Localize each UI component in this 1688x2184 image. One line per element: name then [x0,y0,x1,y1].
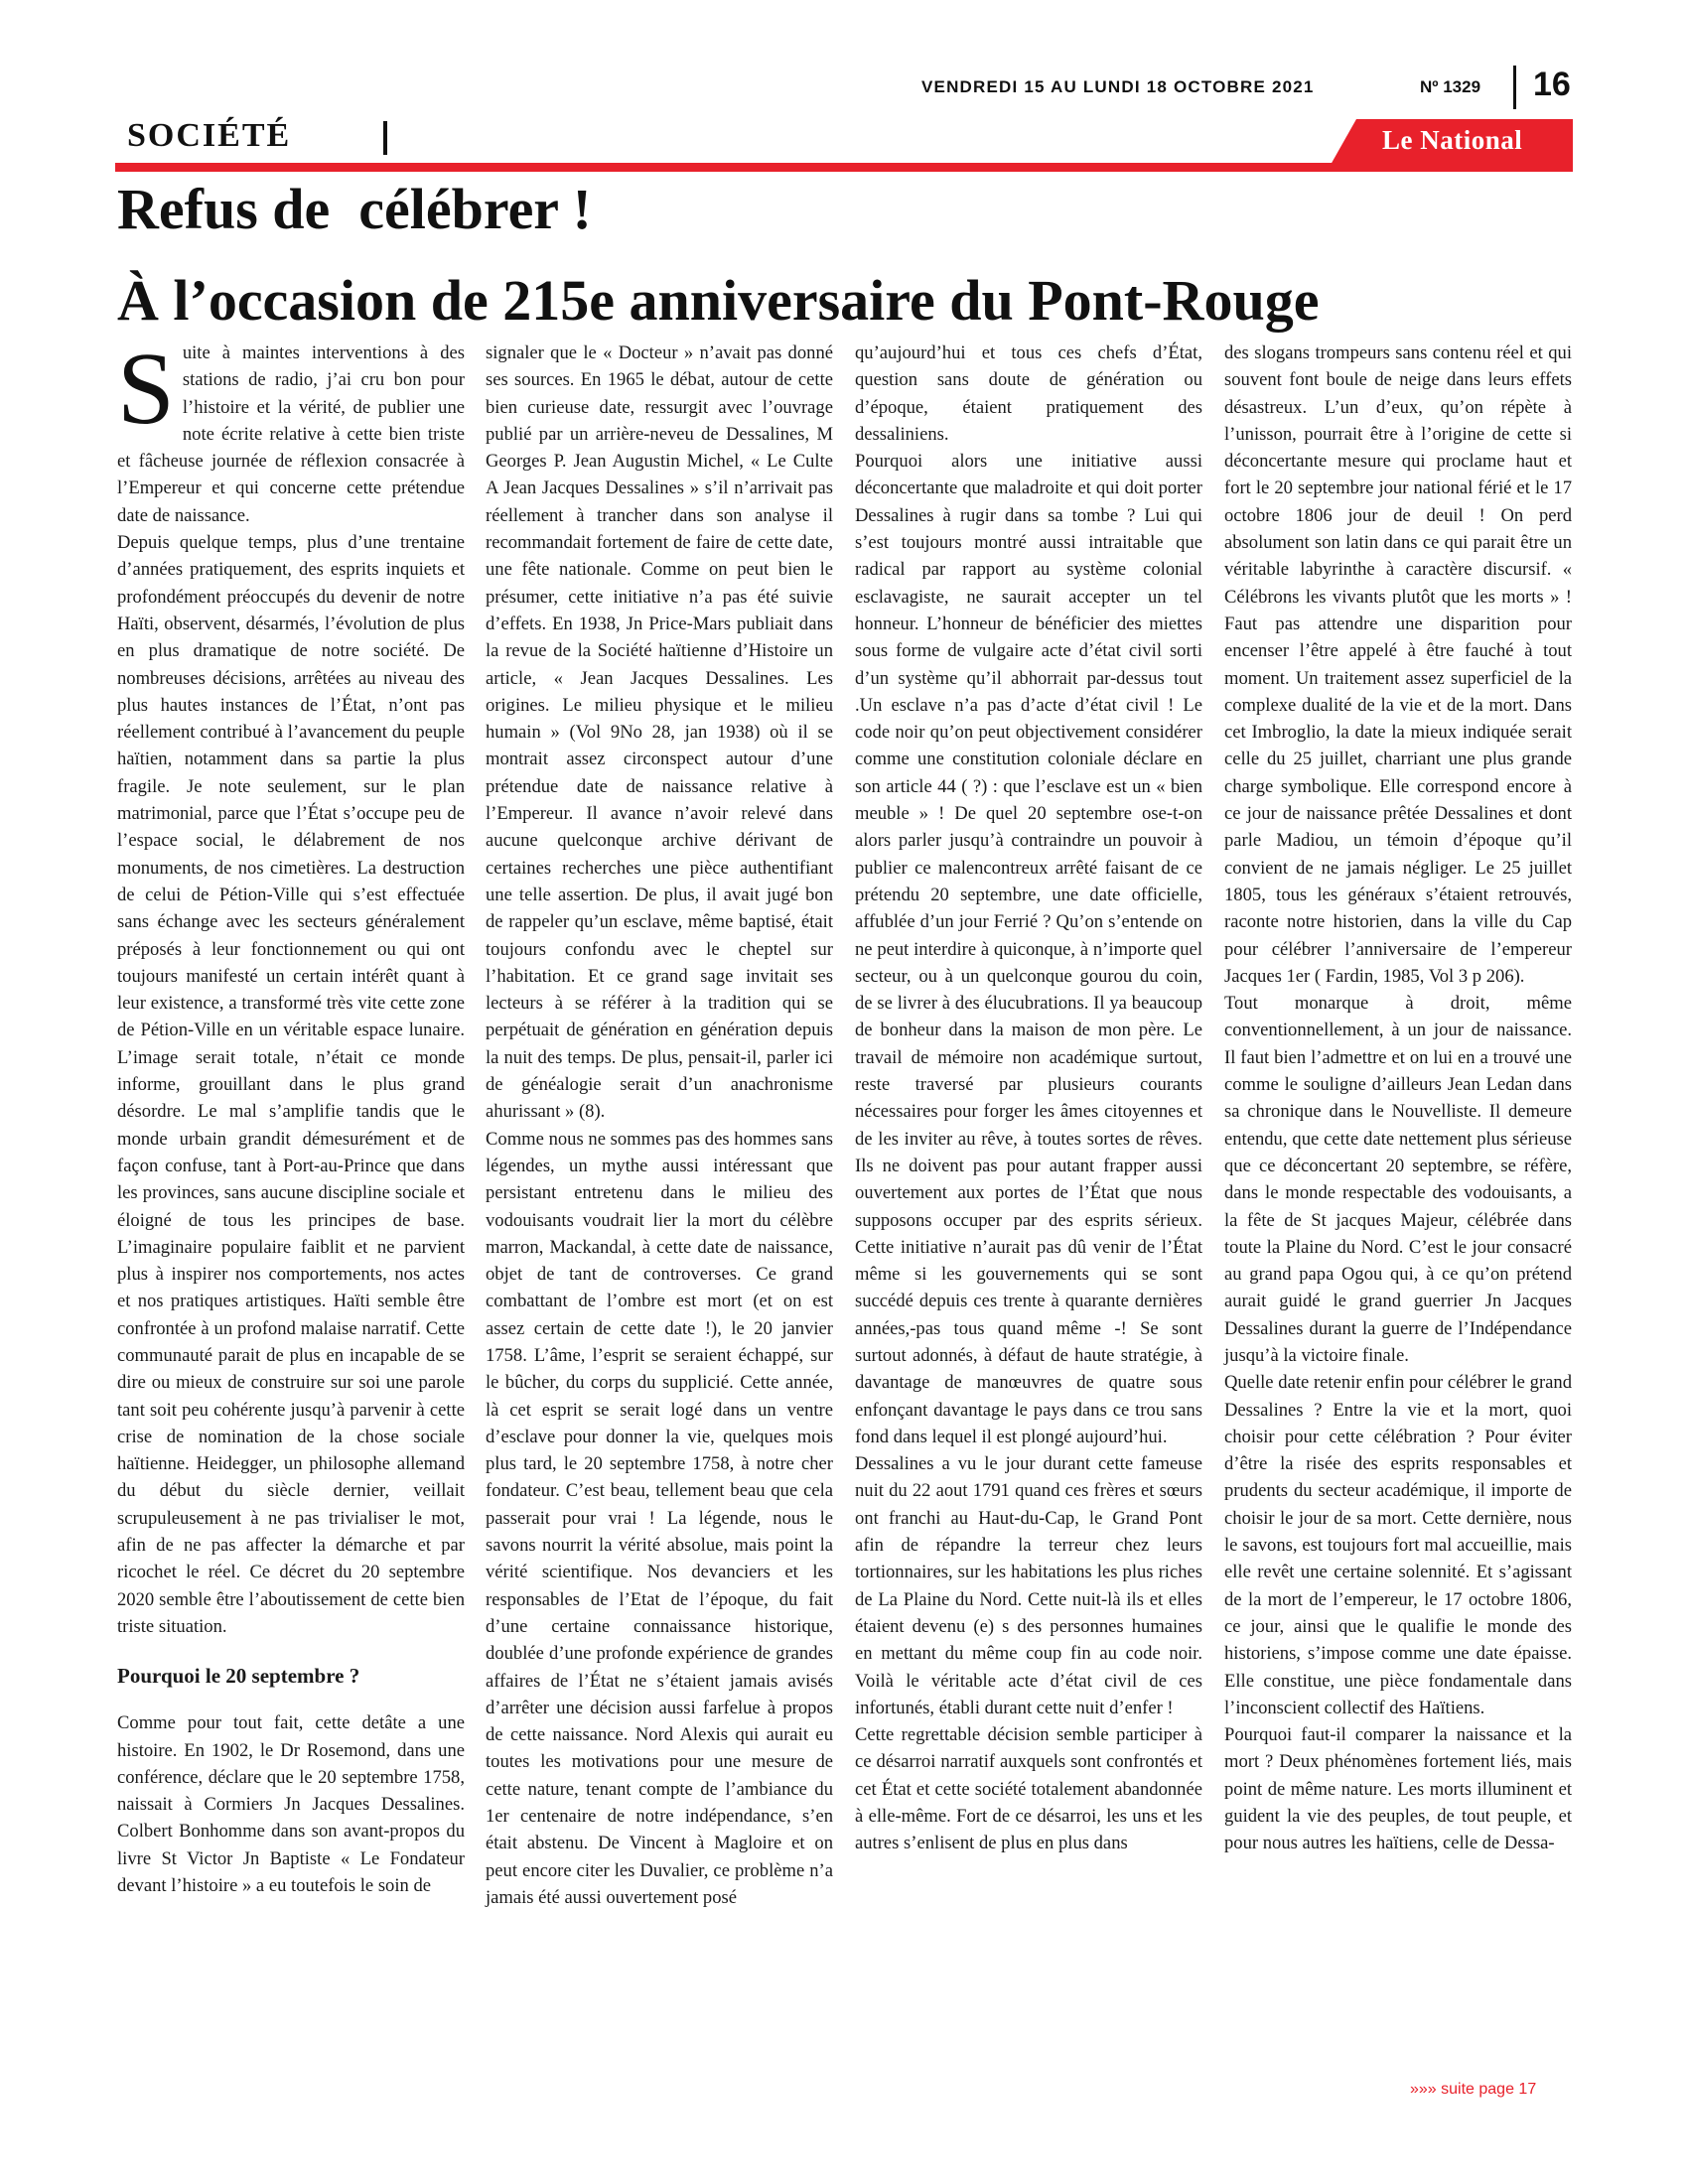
paragraph: Comme nous ne sommes pas des hommes sans légendes, un mythe aussi intéressant que persistant entretenu dans le milieu des vodouisants voudrait lier la mort du célèbre marron, Mackandal, à cette date de naissance, objet de tant de controverses. Ce grand combattant de l’ombre est mort (et on est assez certain de cette date !), le 20 janvier 1758. L’âme, l’esprit se seraient échappé, sur le bûcher, du corps du supplicié. Cette année, là cet esprit se serait logé dans un ventre d’esclave pour donner la vie, quelques mois plus tard, le 20 septembre 1758, à notre cher fondateur. C’est beau, tellement beau que cela passerait pour vrai ! La légende, nous le savons nourrit la vérité absolue, mais point la vérité scientifique. Nos devanciers et les responsables de l’Etat de l’époque, du fait d’une certaine connaissance historique, doublée d’une profonde expérience de grandes affaires de l’État ne s’étaient jamais avisés d’arrêter une décision aussi farfelue à propos de cette naissance. Nord Alexis qui aurait eu toutes les motivations pour une mesure de cette nature, tenant compte de l’ambiance du 1er centenaire de notre indépendance, s’en était abstenu. De Vincent à Magloire et on peut encore citer les Duvalier, ce problème n’a jamais été aussi ouvertement posé [486,1128,833,1908]
section-subheading: Pourquoi le 20 septembre ? [117,1664,360,1689]
section-label: SOCIÉTÉ [127,117,292,154]
article-column-2 [486,340,833,1911]
paragraph: Comme pour tout fait, cette detâte a une histoire. En 1902, le Dr Rosemond, dans une conférence, déclare que le 20 septembre 1758, naissait à Cormiers Jn Jacques Dessalines. Colbert Bonhomme dans son avant-propos du livre St Victor Jn Baptiste « Le Fondateur devant l’histoire » a eu toutefois le soin de [117,1712,465,1897]
paragraph: uite à maintes interventions à des stations de radio, j’ai cru bon pour l’histoire et la vérité, de publier une note écrite relative à cette bien triste et fâcheuse journée de réflexion consacrée à l’Empereur et qui concerne cette prétendue date de naissance. [117,342,465,526]
paragraph: Quelle date retenir enfin pour célébrer le grand Dessalines ? Entre la vie et la mort, quoi choisir pour cette célébration ? Pour éviter d’être la risée des esprits responsables et prudents du secteur académique, il importe de choisir le jour de sa mort. Cette dernière, nous le savons, est toujours fort mal accueillie, mais elle revêt une certaine solennité. Et s’agissant de la mort de l’empereur, le 17 octobre 1806, ce jour, ainsi que le qualifie le monde des historiens, s’impose comme une date épaisse. Elle constitue, une pièce fondamentale dans l’inconscient collectif des Haïtiens. [1224,1372,1572,1718]
issue-number: Nº 1329 [1420,77,1481,96]
article-column-3 [855,340,1202,1857]
paragraph: Dessalines a vu le jour durant cette fameuse nuit du 22 aout 1791 quand ces frères et sœurs ont franchi au Haut-du-Cap, le Grand Pont afin de répandre la terreur chez leurs tortionnaires, sur les habitations les plus riches de La Plaine du Nord. Cette nuit-là ils et elles étaient devenu (e) s des personnes humaines en mettant du même coup fin au code noir. Voilà le véritable acte d’état civil de ces infortunés, établi durant cette nuit d’enfer ! [855,1453,1202,1718]
paragraph: signaler que le « Docteur » n’avait pas donné ses sources. En 1965 le débat, autour de cette bien curieuse date, ressurgit avec l’ouvrage publié par un arrière-neveu de Dessalines, M Georges P. Jean Augustin Michel, « Le Culte A Jean Jacques Dessalines » s’il n’arrivait pas réellement à trancher dans son analyse il recommandait fortement de faire de cette date, une fête nationale. Comme on peut bien le présumer, cette initiative n’a pas été suivie d’effets. En 1938, Jn Price-Mars publiait dans la revue de la Société haïtienne d’Histoire un article, « Jean Jacques Dessalines. Les origines. Le milieu physique et le milieu humain » (Vol 9No 28, jan 1938) où il se montrait assez circonspect autour d’une prétendue date de naissance relative à l’Empereur. Il avance n’avoir relevé dans aucune quelconque archive dérivant de certaines recherches une pièce authentifiant une telle assertion. De plus, il avait jugé bon de rappeler qu’un esclave, même baptisé, était toujours confondu avec le cheptel sur l’habitation. Et ce grand sage invitait ses lecteurs à se référer à la tradition qui se perpétuait de génération en génération depuis la nuit des temps. De plus, pensait-il, parler ici de généalogie serait d’un anachronisme ahurissant » (8). [486,342,833,1123]
article-column-4 [1224,340,1572,1857]
paragraph: Cette regrettable décision semble participer à ce désarroi narratif auxquels sont confrontés et cet État et cette société totalement abandonnée à elle-même. Fort de ce désarroi, les uns et les autres s’enlisent de plus en plus dans [855,1724,1202,1854]
header-divider [1513,66,1516,109]
article-column-1 [117,332,465,1899]
brand-name: Le National [1382,125,1523,155]
section-divider [383,121,387,155]
paragraph: Pourquoi faut-il comparer la naissance et la mort ? Deux phénomènes fortement liés, mais point de même nature. Les morts illuminent et guident la vie des peuples, de tout peuple, et pour nous autres les haïtiens, celle de Dessa- [1224,1724,1572,1854]
drop-cap: S [117,332,175,446]
paragraph: des slogans trompeurs sans contenu réel et qui souvent font boule de neige dans leurs effets désastreux. L’un d’eux, qu’on répète à l’unisson, pourrait être à l’origine de cette si déconcertante mesure qui proclame haut et fort le 20 septembre jour national férié et le 17 octobre 1806 jour de deuil ! On perd absolument son latin dans ce qui parait être un véritable labyrinthe à caractère discursif. « Célébrons les vivants plutôt que les morts » ! Faut pas attendre une disparition pour encenser l’être appelé à être fauché à tout moment. Un traitement assez superficiel de la complexe dualité de la vie et de la mort. Dans cet Imbroglio, la date la mieux indiquée serait celle du 25 juillet, charriant une plus grande charge symbolique. Elle correspond encore à ce jour de naissance prêtée Dessalines et dont parle Madiou, un témoin d’époque qu’il convient de ne jamais négliger. Le 25 juillet 1805, tous les généraux s’étaient retrouvés, raconte notre historien, dans la ville du Cap pour célébrer l’anniversaire de l’empereur Jacques 1er ( Fardin, 1985, Vol 3 p 206). [1224,342,1572,987]
paragraph: Pourquoi alors une initiative aussi déconcertante que maladroite et qui doit porter Dessalines à rugir dans sa tombe ? Lui qui s’est toujours montré aussi intraitable que radical par rapport au système colonial esclavagiste, ne saurait accepter un tel honneur. L’honneur de bénéficier des miettes sous forme de vulgaire acte d’état civil sorti d’un système qu’il abhorrait par-dessus tout .Un esclave n’a pas d’acte d’état civil ! Le code noir qu’on peut objectivement considérer comme une constitution coloniale déclare en son article 44 ( ?) : que l’esclave est un « bien meuble » ! De quel 20 septembre ose-t-on alors parler jusqu’à contraindre un pouvoir à publier ce malencontreux arrêté faisant de ce prétendu 20 septembre, une date officielle, affublée d’un jour Ferrié ? Qu’on s’entende on ne peut interdire à quiconque, à n’importe quel secteur, ou à un quelconque gourou du coin, de se livrer à des élucubrations. Il ya beaucoup de bonheur dans la maison de mon père. Le travail de mémoire non académique surtout, reste traversé par plusieurs courants nécessaires pour forger les âmes citoyennes et de les inviter au rêve, à toutes sortes de rêves. Ils ne doivent pas pour autant frapper aussi ouvertement aux portes de l’État que nous supposons occuper par des esprits sérieux. Cette initiative n’aurait pas dû venir de l’État même si les gouvernements qui se sont succédé depuis ces trente à quarante dernières années,-pas tous quand même -! Se sont surtout adonnés, à défaut de haute stratégie, à davantage de manœuvres de quatre sous enfonçant davantage le pays dans ce trou sans fond dans lequel il est plongé aujourd’hui. [855,451,1202,1447]
article-title: Refus de célébrer ! [117,177,592,241]
article-subtitle: À l’occasion de 215e anniversaire du Pont-Rouge [117,268,1320,333]
paragraph: qu’aujourd’hui et tous ces chefs d’État, question sans doute de génération ou d’époque, étaient pratiquement des dessaliniens. [855,342,1202,445]
continuation-link[interactable]: »»» suite page 17 [1410,2081,1537,2098]
issue-date: VENDREDI 15 AU LUNDI 18 OCTOBRE 2021 [921,77,1315,96]
paragraph: Tout monarque à droit, même conventionnellement, à un jour de naissance. Il faut bien l’admettre et on lui en a trouvé une comme le souligne d’ailleurs Jean Ledan dans sa chronique dans le Nouvelliste. Il demeure entendu, que cette date nettement plus sérieuse que ce déconcertant 20 septembre, se réfère, dans le monde respectable des vodouisants, a la fête de St jacques Majeur, célébrée dans toute la Plaine du Nord. C’est le jour consacré au grand papa Ogou qui, à ce qu’on prétend aurait guidé le grand guerrier Jn Jacques Dessalines durant la guerre de l’Indépendance jusqu’à la victoire finale. [1224,993,1572,1366]
paragraph: Depuis quelque temps, plus d’une trentaine d’années pratiquement, des esprits inquiets et profondément préoccupés du devenir de notre Haïti, observent, désarmés, l’évolution de plus en plus dramatique de notre société. De nombreuses décisions, arrêtées au niveau des plus hautes instances de l’État, n’ont pas réellement contribué à l’avancement du peuple haïtien, notamment dans sa partie la plus fragile. Je note seulement, sur le plan matrimonial, parce que l’État s’occupe peu de l’espace social, le délabrement de nos monuments, de nos cimetières. La destruction de celui de Pétion-Ville qui s’est effectuée sans échange avec les secteurs généralement préposés à leur fonctionnement ou qui ont toujours manifesté un certain intérêt quant à leur existence, a transformé très vite cette zone de Pétion-Ville en un véritable espace lunaire. L’image serait totale, n’était ce monde informe, grouillant dans le plus grand désordre. Le mal s’amplifie tandis que le monde urbain grandit démesurément et de façon confuse, tant à Port-au-Prince que dans les provinces, sans aucune discipline sociale et éloigné de tous les principes de base. L’imaginaire populaire faiblit et ne parvient plus à inspirer nos comportements, nos actes et nos pratiques artistiques. Haïti semble être confrontée à un profond malaise narratif. Cette communauté parait de plus en incapable de se dire ou mieux de construire sur soi une parole tant soit peu cohérente jusqu’à parvenir à cette crise de nomination de la chose sociale haïtienne. Heidegger, un philosophe allemand du début du siècle dernier, veillait scrupuleusement à ne pas trivialiser le mot, afin de ne pas affecter la démarche et par ricochet le réel. Ce décret du 20 septembre 2020 semble être l’aboutissement de cette bien triste situation. [117,532,465,1637]
header-rule [115,163,1573,172]
page-number: 16 [1533,66,1571,103]
